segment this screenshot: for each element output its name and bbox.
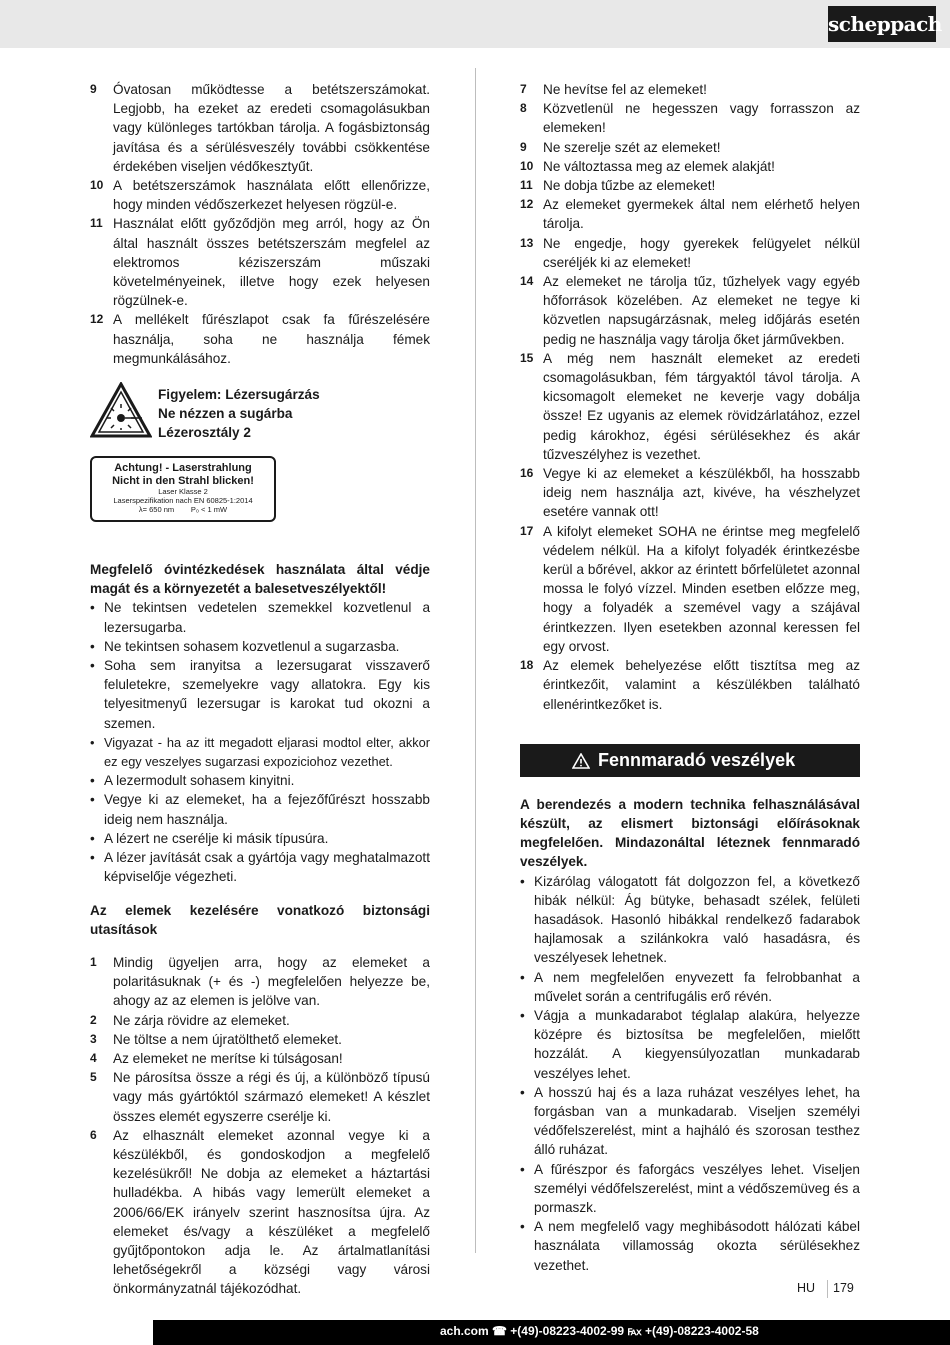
item-text: Ne szerelje szét az elemeket! xyxy=(543,139,721,155)
list-item xyxy=(520,464,860,522)
item-text: Ne hevítse fel az elemeket! xyxy=(543,82,707,97)
item-text: Ne engedje, hogy gyerekek felügyelet nélkül cseréljék ki az elemeket! xyxy=(543,235,860,270)
laser-wavelength: λ= 650 nm xyxy=(138,505,175,515)
item-number: 9 xyxy=(520,139,527,154)
item-text: Az elhasznált elemeket azonnal vegye ki a készülékből, és gondoskodjon a megfelelő kezelésükről! Ne dobja az elemeket a háztartási hulladékba. A hibás vagy lemerült elemeket a 2006/66/EK irányelv szerint hasznosítsa újra. Az elemeket és/vagy a készüléket a megfelelő gyűjtőpontokon adja le. Az ártalmatlanítási lehetőségekről a községi vagy városi önkormányzatnál tájékozódhat. xyxy=(113,1127,430,1297)
list-item xyxy=(90,1068,430,1126)
list-item xyxy=(90,310,430,368)
item-text: Az elemeket ne merítse ki túlságosan! xyxy=(113,1050,343,1066)
laser-warning-text xyxy=(158,385,320,442)
item-number: 11 xyxy=(520,178,533,193)
battery-items-continued xyxy=(520,80,860,714)
top-bar xyxy=(0,0,950,48)
list-item: • A lézert ne cserélje ki másik típusúra. xyxy=(90,829,430,848)
scheppach-logo: scheppach xyxy=(828,6,936,42)
item-text: Óvatosan működtesse a betétszerszámokat. Legjobb, ha ezeket az eredeti csomagolásukban vagy különleges tartókban tárolja. A fogásbiztonság javítása és a sérülésveszély további csökkentése érdekében viseljen védőkesztyűt. xyxy=(113,82,430,174)
laser-warning-line2: Ne nézzen a sugárba xyxy=(158,406,293,422)
item-number: 7 xyxy=(520,82,527,96)
list-item: • Ne tekintsen sohasem kozvetlenul a sugarzasba. xyxy=(90,637,430,656)
item-number: 11 xyxy=(90,216,103,231)
list-item xyxy=(520,656,860,714)
left-column xyxy=(90,80,430,1299)
item-text: Vegye ki az elemeket a készülékből, ha hosszabb ideig nem használja azt, kivéve, ha vészhelyzet esetére vannak ott! xyxy=(543,466,860,520)
battery-safety-heading: Az elemek kezelésére vonatkozó biztonsági utasítások xyxy=(90,902,430,937)
residual-risk-bullets xyxy=(520,872,860,1275)
section-heading-bar xyxy=(520,744,860,777)
list-item xyxy=(90,1126,430,1299)
list-item xyxy=(90,1030,430,1049)
item-number: 16 xyxy=(520,466,534,481)
list-item xyxy=(520,272,860,349)
item-number: 9 xyxy=(90,82,97,96)
list-item xyxy=(90,214,430,310)
list-item: • A lézer javítását csak a gyártója vagy meghatalmazott képviselője végezheti. xyxy=(90,848,430,886)
item-number: 8 xyxy=(520,101,527,116)
list-item: • A nem megfelelően enyvezett fa felrobbanhat a művelet során a centrifugális erő révén. xyxy=(520,968,860,1006)
item-text: A még nem használt elemeket az eredeti csomagolásukban, fém tárgyaktól távol tárolja. A kicsomagolt elemeket ne keverje vagy dobálja össze! Ez ugyanis az elemek rövidzárlatához, ezzel pedig károkhoz, égési sérülésekhez és akár tűzveszélyhez is vezethet. xyxy=(543,350,860,462)
precaution-bullets xyxy=(90,598,430,886)
contact-bar xyxy=(0,1320,950,1345)
list-item: • Soha sem iranyitsa a lezersugarat visszaverő feluletekre, szemelyekre vagy allatokra. Egy kis telyesitmenyű lezersugar is karokat tud okozni a szemen. xyxy=(90,656,430,733)
item-number: 18 xyxy=(520,658,534,673)
item-text: A kifolyt elemeket SOHA ne érintse meg megfelelő védelem nélkül. Ha a kifolyt folyadék érintkezésbe kerül a bőrével, akkor az érintett bőrfelületet azonnal mossa le folyó vízzel. Minden esetben előzze meg, hogy a folyadék a szemével vagy a szájával érintkezzen. Ilyen esetekben azonnal keressen fel egy orvost. xyxy=(543,523,860,654)
warning-triangle-icon xyxy=(572,753,590,769)
list-item: • A lezermodult sohasem kinyitni. xyxy=(90,771,430,790)
item-text: Ne párosítsa össze a régi és új, a különböző típusú vagy más gyártóktól származó elemeket! A készlet összes elemét egyszerre cserélje ki. xyxy=(113,1070,430,1124)
item-number: 6 xyxy=(90,1127,97,1142)
list-item xyxy=(520,176,860,195)
item-text: Használat előtt győződjön meg arról, hogy az Ön által használt összes betétszerszám megfelel az elektromos kéziszerszám műszaki követelményeinek, illetve hogy ezek helyesen rögzülnek-e. xyxy=(113,216,430,309)
item-text: Az elemeket ne tárolja tűz, tűzhelyek vagy egyéb hőforrások közelében. Az elemeket ne tegye ki közvetlen napsugárzásnak, meleg időjárás esetén pedig ne használja vagy tárolja őket járművekben. xyxy=(543,274,860,347)
list-item: • Vágja a munkadarabot téglalap alakúra, helyezze középre és biztosítsa be megfelelően, mielőtt hozzálát. A kiegyensúlyozatlan munkadarab veszélyes lehet. xyxy=(520,1006,860,1083)
list-item xyxy=(520,99,860,137)
page-number: 179 xyxy=(833,1281,854,1295)
list-item: • Ne tekintsen vedetelen szemekkel kozvetlenul a lezersugarba. xyxy=(90,598,430,636)
item-number: 10 xyxy=(520,158,534,173)
right-column xyxy=(520,80,860,1275)
list-item: • A hosszú haj és a laza ruházat veszélyes lehet, ha forgásban van a munkadarab. Viseljen személyi védőfelszerelést, mint a hajháló és szorosan testhez álló ruházat. xyxy=(520,1083,860,1160)
item-text: Ne dobja tűzbe az elemeket! xyxy=(543,178,716,194)
item-text: Ne töltse a nem újratölthető elemeket. xyxy=(113,1031,342,1047)
list-item: • A fűrészpor és faforgács veszélyes lehet. Viseljen személyi védőfelszerelést, mint a védőszemüveg és a pormaszk. xyxy=(520,1160,860,1218)
precaution-heading: Megfelelő óvintézkedések használata által védje magát és a környezetét a balesetveszélyektől! xyxy=(90,562,430,597)
section-title: Fennmaradó veszélyek xyxy=(598,749,796,770)
list-item xyxy=(90,1049,430,1068)
item-text: Közvetlenül ne hegesszen vagy forrasszon az elemeken! xyxy=(543,101,860,136)
list-item xyxy=(520,234,860,272)
list-item: • Vigyazat - ha az itt megadott eljarasi modtol elter, akkor ez egy veszelyes sugarzasi expoziciohoz vezethet. xyxy=(90,733,430,771)
list-item xyxy=(520,80,860,99)
item-text: A betétszerszámok használata előtt ellenőrizze, hogy minden védőszerkezet helyesen rögzül-e. xyxy=(113,178,430,213)
item-number: 3 xyxy=(90,1031,97,1046)
list-item xyxy=(520,195,860,233)
laser-label-line4: Laserspezifikation nach EN 60825-1:2014 xyxy=(113,496,253,506)
column-divider xyxy=(475,68,476,1253)
laser-power: P₀ < 1 mW xyxy=(190,505,228,515)
list-item: • A nem megfelelő vagy meghibásodott hálózati kábel használata villamosság okozta sérülésekhez vezethet. xyxy=(520,1217,860,1275)
list-item xyxy=(90,953,430,1011)
list-item xyxy=(520,349,860,464)
item-text: A mellékelt fűrészlapot csak fa fűrészelésére használja, soha ne használja fémek megmunkálásához. xyxy=(113,312,430,366)
item-number: 15 xyxy=(520,350,534,365)
item-number: 12 xyxy=(90,312,104,327)
residual-risk-intro: A berendezés a modern technika felhasználásával készült, az elismert biztonsági előírásoknak megfelelően. Mindazonáltal léteznek fennmaradó veszélyek. xyxy=(520,796,860,870)
item-number: 1 xyxy=(90,954,97,969)
laser-label-line5 xyxy=(92,505,274,514)
item-number: 4 xyxy=(90,1050,97,1065)
item-number: 5 xyxy=(90,1070,97,1085)
list-item xyxy=(90,1011,430,1030)
footer-divider xyxy=(827,1280,828,1298)
laser-label-line3: Laser Klasse 2 xyxy=(158,487,208,497)
item-text: Az elemek behelyezése előtt tisztítsa meg az érintkezőit, valamint a készülékben található ellenérintkezőket is. xyxy=(543,658,860,712)
laser-label-line2: Nicht in den Strahl blicken! xyxy=(112,474,254,487)
list-item xyxy=(90,176,430,214)
item-number: 12 xyxy=(520,197,534,212)
list-item xyxy=(520,138,860,157)
laser-class-label xyxy=(90,456,276,522)
item-number: 13 xyxy=(520,235,534,250)
list-item xyxy=(520,522,860,656)
list-item xyxy=(520,157,860,176)
contact-bar-white-block xyxy=(0,1320,153,1345)
item-number: 17 xyxy=(520,523,534,538)
laser-warning-block xyxy=(90,380,430,448)
item-number: 2 xyxy=(90,1012,97,1027)
laser-label-line1: Achtung! - Laserstrahlung xyxy=(114,462,252,475)
laser-warning-line1: Figyelem: Lézersugárzás xyxy=(158,387,320,403)
item-text: Az elemeket gyermekek által nem elérhető helyen tárolja. xyxy=(543,197,860,232)
tool-items-list xyxy=(90,80,430,368)
item-text: Ne zárja rövidre az elemeket. xyxy=(113,1012,290,1028)
laser-warning-icon xyxy=(90,382,152,438)
item-number: 14 xyxy=(520,274,534,289)
battery-items-list xyxy=(90,953,430,1299)
item-text: Ne változtassa meg az elemek alakját! xyxy=(543,158,775,174)
language-code: HU xyxy=(797,1281,816,1295)
list-item: • Vegye ki az elemeket, ha a fejezőfűrészt hosszabb ideig nem használja. xyxy=(90,790,430,828)
item-text: Mindig ügyeljen arra, hogy az elemeket a polaritásuknak (+ és -) megfelelően helyezze be, ahogy az az elemen is jelölve van. xyxy=(113,954,430,1009)
list-item xyxy=(90,80,430,176)
contact-info: ach.com ☎ +(49)-08223-4002-99 ℻ +(49)-08223-4002-58 xyxy=(440,1324,759,1338)
laser-warning-line3: Lézerosztály 2 xyxy=(158,425,251,441)
list-item: • Kizárólag válogatott fát dolgozzon fel, a következő hibák nélkül: Ág bütyke, behasadt szélek, felületi hasadások. Hasonló hibákkal rendelkező fadarabok hajlamosak a szilánkokra való hasadásra, és veszélyesek lehetnek. xyxy=(520,872,860,968)
item-number: 10 xyxy=(90,178,104,193)
